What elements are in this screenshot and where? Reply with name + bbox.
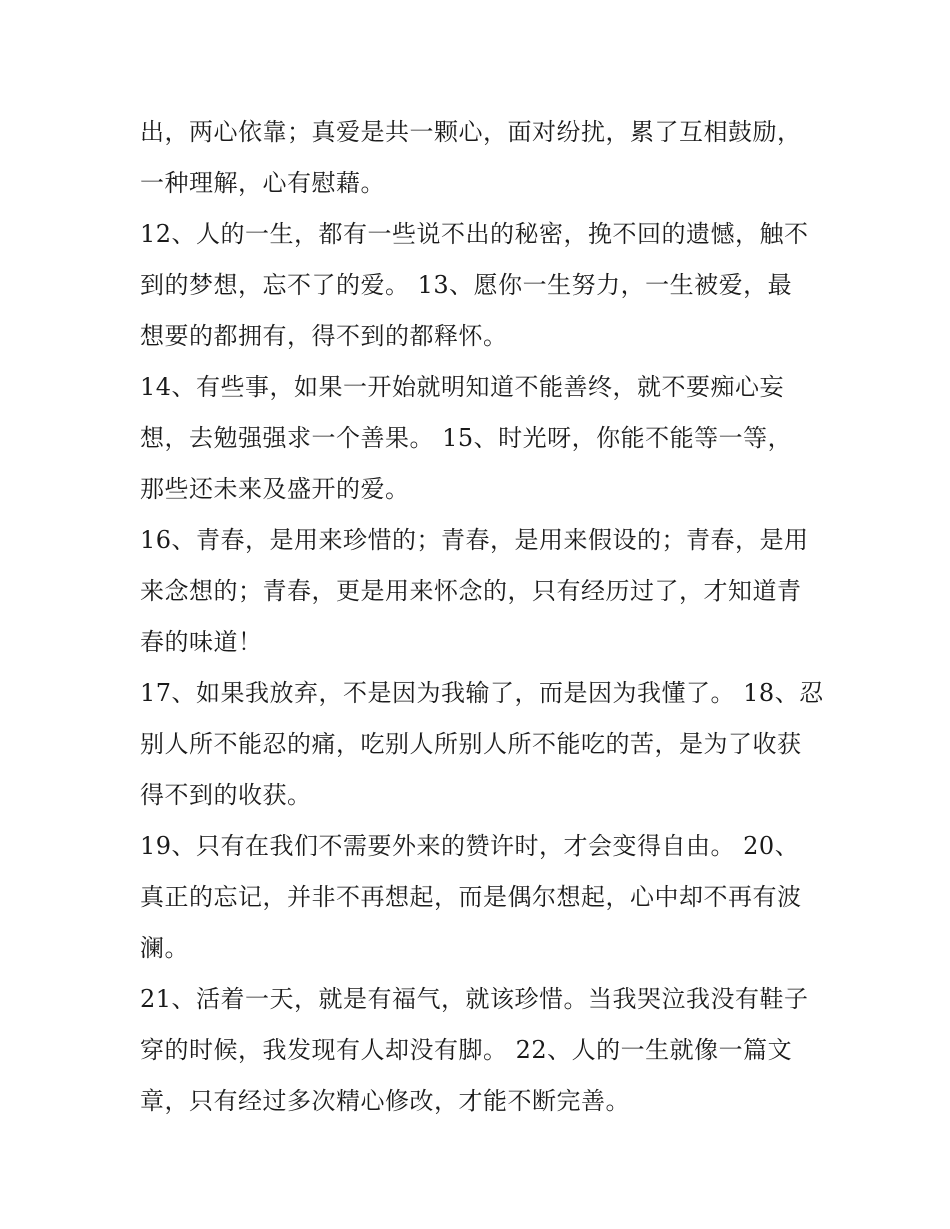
text-line: 14、有些事，如果一开始就明知道不能善终，就不要痴心妄	[140, 373, 785, 401]
text-line: 到的梦想，忘不了的爱。 13、愿你一生努力，一生被爱，最	[140, 271, 793, 299]
text-line: 16、青春，是用来珍惜的；青春，是用来假设的；青春，是用	[140, 526, 809, 554]
text-line: 得不到的收获。	[140, 781, 312, 809]
text-line: 章，只有经过多次精心修改，才能不断完善。	[140, 1087, 630, 1115]
text-line: 出，两心依靠；真爱是共一颗心，面对纷扰，累了互相鼓励，	[140, 118, 802, 146]
text-line: 一种理解，心有慰藉。	[140, 169, 385, 197]
paragraph-3	[140, 362, 830, 515]
body-text	[140, 107, 830, 1127]
text-line: 别人所不能忍的痛，吃别人所别人所不能吃的苦，是为了收获	[140, 730, 802, 758]
paragraph-6	[140, 821, 830, 974]
paragraph-4	[140, 515, 830, 668]
paragraph-7	[140, 974, 830, 1127]
text-line: 21、活着一天，就是有福气，就该珍惜。当我哭泣我没有鞋子	[140, 985, 809, 1013]
text-line: 穿的时候，我发现有人却没有脚。 22、人的一生就像一篇文	[140, 1036, 793, 1064]
text-line: 澜。	[140, 934, 189, 962]
text-line: 17、如果我放弃，不是因为我输了，而是因为我懂了。 18、忍	[140, 679, 824, 707]
paragraph-2	[140, 209, 830, 362]
text-line: 想要的都拥有，得不到的都释怀。	[140, 322, 508, 350]
text-line: 那些还未来及盛开的爱。	[140, 475, 410, 503]
paragraph-1	[140, 107, 830, 209]
text-line: 12、人的一生，都有一些说不出的秘密，挽不回的遗憾，触不	[140, 220, 809, 248]
text-line: 春的味道！	[140, 628, 263, 656]
text-line: 19、只有在我们不需要外来的赞许时，才会变得自由。 20、	[140, 832, 800, 860]
paragraph-5	[140, 668, 830, 821]
text-line: 来念想的；青春，更是用来怀念的，只有经历过了，才知道青	[140, 577, 802, 605]
text-line: 想，去勉强强求一个善果。 15、时光呀，你能不能等一等，	[140, 424, 793, 452]
text-line: 真正的忘记，并非不再想起，而是偶尔想起，心中却不再有波	[140, 883, 802, 911]
